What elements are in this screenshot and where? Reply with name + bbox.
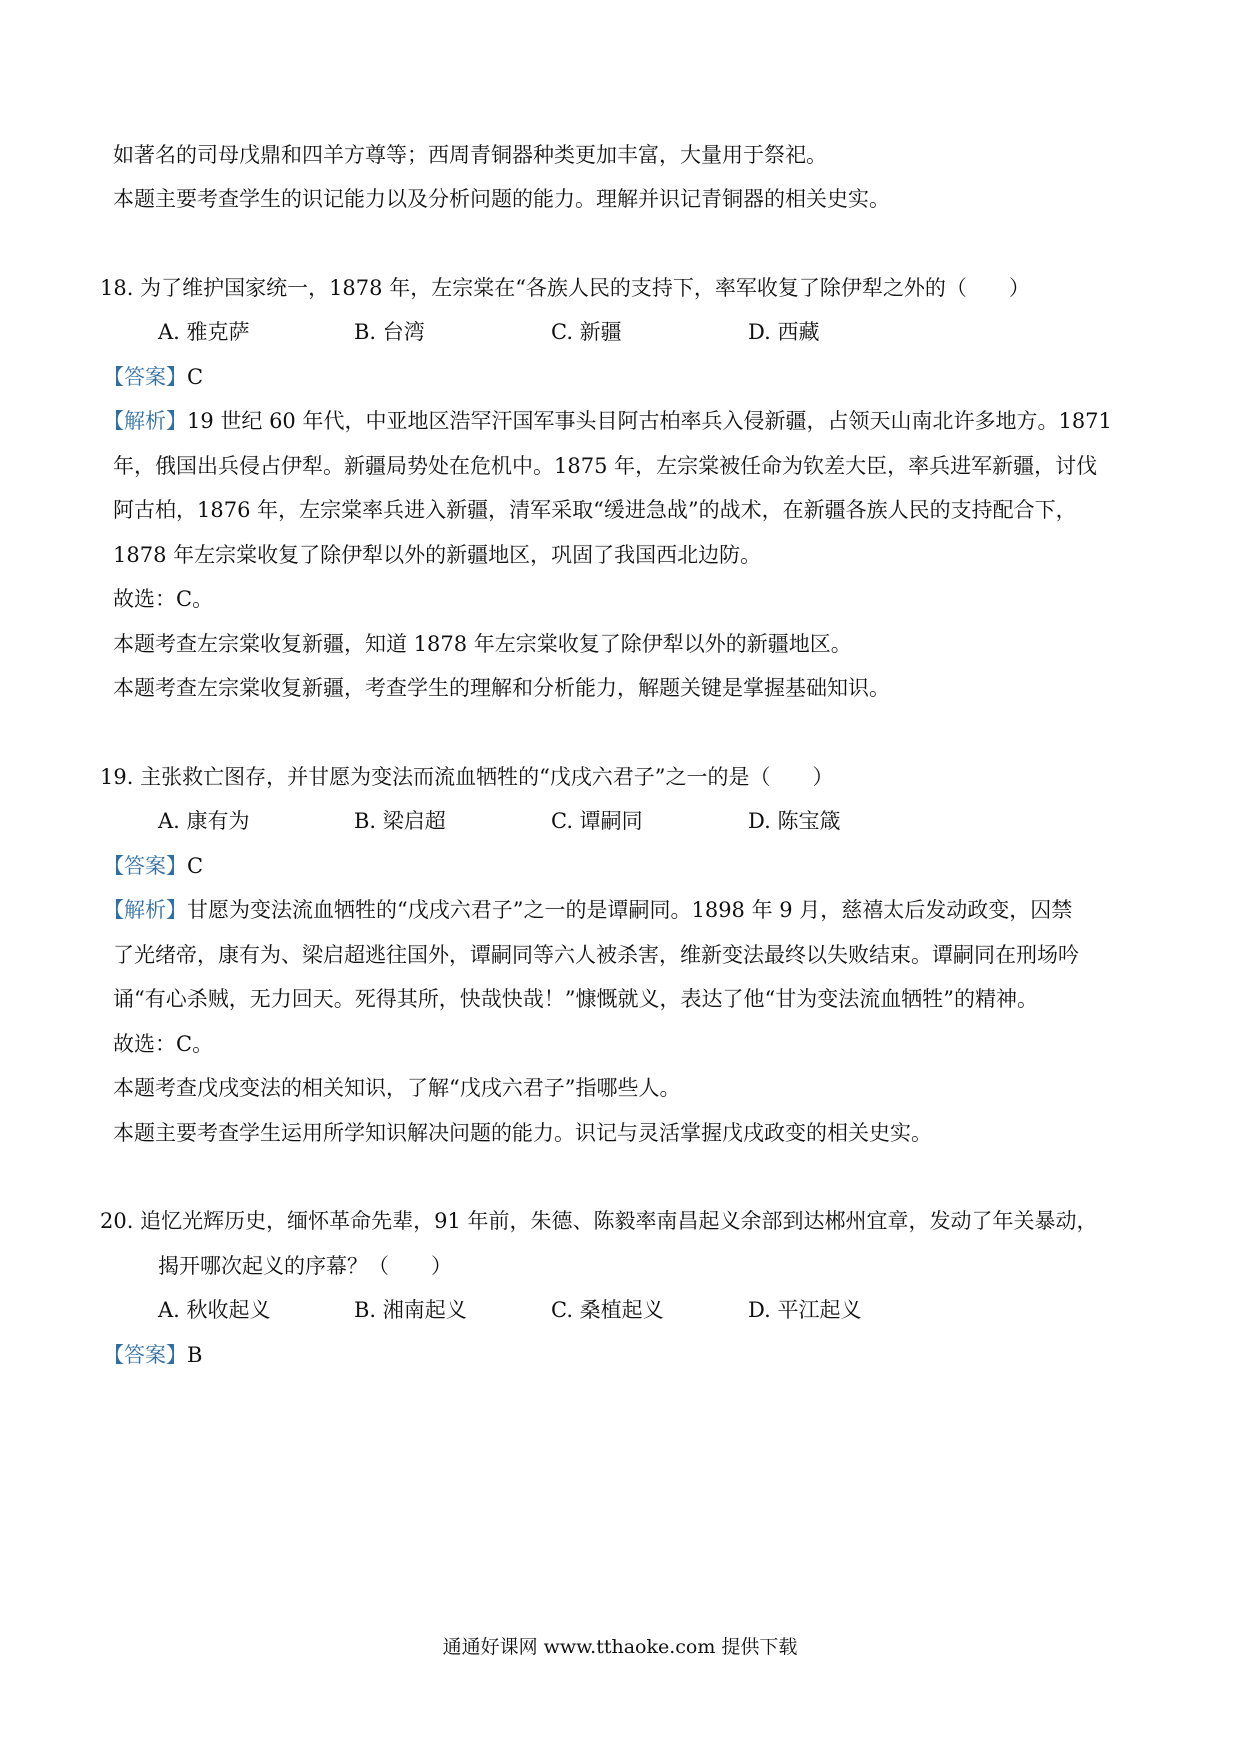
page-footer: 通通好课网 www.tthaoke.com 提供下载	[442, 1636, 798, 1658]
q19-option-d: D. 陈宝箴	[748, 809, 841, 833]
q20-answer-value: B	[187, 1343, 203, 1367]
q18-analysis-tag: 【解析】	[103, 409, 187, 433]
q18-analysis-text-1: 19 世纪 60 年代，中亚地区浩罕汗国军事头目阿古柏率兵入侵新疆，占领天山南北许多地方。1871	[187, 409, 1112, 433]
q20-answer	[103, 1340, 202, 1370]
q18-analysis-line-1	[103, 406, 1112, 436]
q19-option-b: B. 梁启超	[354, 809, 446, 833]
q19-analysis-line-1	[103, 895, 1072, 925]
q19-choice: 故选：C。	[113, 1032, 214, 1056]
q19-analysis-line-2: 了光绪帝，康有为、梁启超逃往国外，谭嗣同等六人被杀害，维新变法最终以失败结束。谭嗣同在刑场吟	[113, 943, 1079, 967]
q20-option-a: A. 秋收起义	[158, 1298, 271, 1322]
q20-option-b: B. 湘南起义	[354, 1298, 467, 1322]
q19-analysis-line-3: 诵“有心杀贼，无力回天。死得其所，快哉快哉！”慷慨就义，表达了他“甘为变法流血牺牲”的精神。	[113, 987, 1038, 1011]
q18-note-1: 本题考查左宗棠收复新疆，知道 1878 年左宗棠收复了除伊犁以外的新疆地区。	[113, 632, 852, 656]
q18-option-b: B. 台湾	[354, 320, 425, 344]
q18-analysis-line-4: 1878 年左宗棠收复了除伊犁以外的新疆地区，巩固了我国西北边防。	[113, 543, 762, 567]
q18-choice: 故选：C。	[113, 587, 214, 611]
q18-analysis-line-2: 年，俄国出兵侵占伊犁。新疆局势处在危机中。1875 年，左宗棠被任命为钦差大臣，率兵进军新疆，讨伐	[113, 454, 1098, 478]
q18-answer	[103, 362, 203, 392]
intro-line-1: 如著名的司母戊鼎和四羊方尊等；西周青铜器种类更加丰富，大量用于祭祀。	[113, 143, 827, 167]
q20-options	[158, 1295, 862, 1325]
q18-options	[158, 317, 858, 347]
q19-answer	[103, 851, 203, 881]
q18-option-a: A. 雅克萨	[158, 320, 250, 344]
q19-analysis-tag: 【解析】	[103, 898, 187, 922]
q18-stem: 18. 为了维护国家统一，1878 年，左宗棠在“各族人民的支持下，率军收复了除伊犁之外的（ ）	[100, 276, 1030, 300]
q20-option-c: C. 桑植起义	[551, 1298, 664, 1322]
q18-answer-value: C	[187, 365, 204, 389]
q19-option-c: C. 谭嗣同	[551, 809, 643, 833]
q18-answer-tag: 【答案】	[103, 365, 187, 389]
q18-option-c: C. 新疆	[551, 320, 622, 344]
q18-option-d: D. 西藏	[748, 320, 820, 344]
q20-stem-line-2: 揭开哪次起义的序幕？（ ）	[158, 1254, 452, 1278]
q18-analysis-line-3: 阿古柏，1876 年，左宗棠率兵进入新疆，清军采取“缓进急战”的战术，在新疆各族人民的支持配合下，	[113, 498, 1077, 522]
q20-option-d: D. 平江起义	[748, 1298, 862, 1322]
q19-note-1: 本题考查戊戌变法的相关知识，了解“戊戌六君子”指哪些人。	[113, 1076, 681, 1100]
q19-answer-value: C	[187, 854, 204, 878]
q19-answer-tag: 【答案】	[103, 854, 187, 878]
q19-option-a: A. 康有为	[158, 809, 250, 833]
q20-stem-line-1: 20. 追忆光辉历史，缅怀革命先辈，91 年前，朱德、陈毅率南昌起义余部到达郴州宜章，发动了年关暴动，	[100, 1209, 1098, 1233]
q18-note-2: 本题考查左宗棠收复新疆，考查学生的理解和分析能力，解题关键是掌握基础知识。	[113, 676, 890, 700]
q20-answer-tag: 【答案】	[103, 1343, 187, 1367]
q19-options	[158, 806, 858, 836]
q19-stem: 19. 主张救亡图存，并甘愿为变法而流血牺牲的“戊戌六君子”之一的是（ ）	[100, 765, 834, 789]
q19-analysis-text-1: 甘愿为变法流血牺牲的“戊戌六君子”之一的是谭嗣同。1898 年 9 月，慈禧太后发动政变，囚禁	[187, 898, 1073, 922]
intro-line-2: 本题主要考查学生的识记能力以及分析问题的能力。理解并识记青铜器的相关史实。	[113, 187, 890, 211]
q19-note-2: 本题主要考查学生运用所学知识解决问题的能力。识记与灵活掌握戊戌政变的相关史实。	[113, 1121, 932, 1145]
